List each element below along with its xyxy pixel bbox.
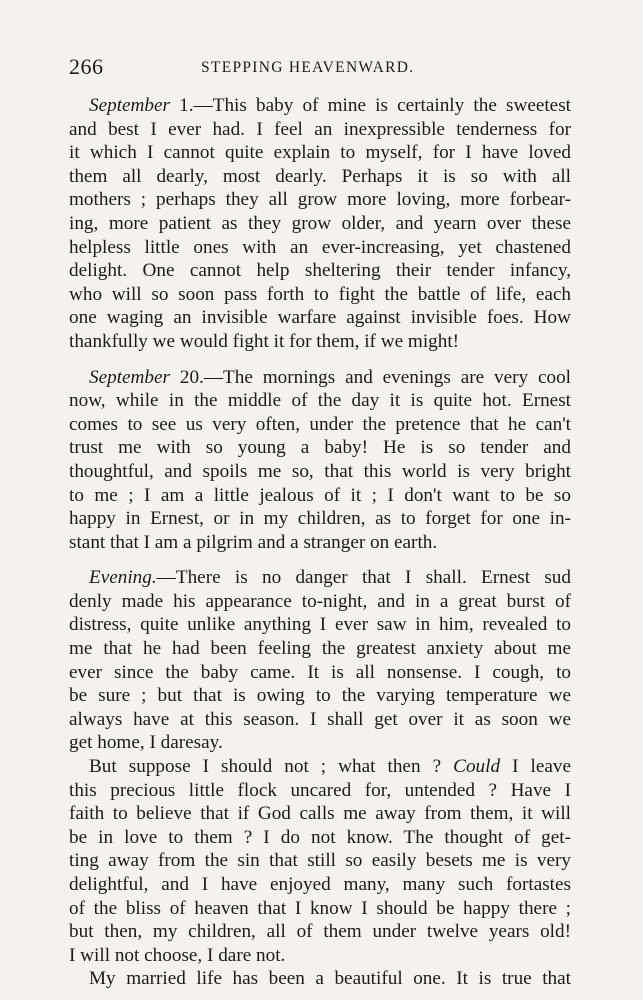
entry-date: September [89, 95, 170, 116]
text-line: trust me with so young a baby! He is so tender and [69, 437, 571, 459]
book-title: STEPPING HEAVENWARD. [201, 59, 415, 76]
text-line: be in love to them ? I do not know. The thought of get- [69, 826, 571, 848]
text-line: delight. One cannot help sheltering their tender infancy, [69, 260, 571, 282]
text-line: My married life has been a beautiful one. It is true that [89, 968, 571, 990]
text-line: ing, more patient as they grow older, and yearn over these [69, 212, 571, 234]
running-head [69, 54, 571, 80]
page-number: 266 [69, 54, 104, 79]
text-line: September 1.—This baby of mine is certainly the sweetest [89, 95, 571, 116]
paragraph [69, 967, 571, 991]
journal-entry [69, 366, 571, 555]
emphasized-word: Could [453, 756, 501, 778]
text-line: stant that I am a pilgrim and a stranger on earth. [69, 531, 438, 553]
text-line: but then, my children, all of them under twelve years old! [69, 921, 571, 943]
text-line: faith to believe that if God calls me away from them, it will [69, 803, 571, 825]
entry-date: September [89, 366, 170, 388]
text-line: one waging an invisible warfare against invisible foes. How [69, 307, 571, 329]
text-line: always have at this season. I shall get over it as soon we [69, 708, 571, 730]
text-line: me that he had been feeling the greatest anxiety about me [69, 638, 571, 660]
text-line: who will so soon pass forth to fight the battle of life, each [69, 283, 571, 305]
text-line: be sure ; but that is owing to the varying temperature we [69, 685, 571, 707]
text-line: But suppose I should not ; what then ? Could I leave [89, 756, 571, 778]
text-line: to me ; I am a little jealous of it ; I don't want to be so [69, 484, 571, 506]
journal-entry [69, 94, 571, 354]
text-line: comes to see us very often, under the pretence that he can't [69, 413, 571, 435]
text-line: I will not choose, I dare not. [69, 944, 286, 966]
entry-date: Evening. [89, 567, 157, 589]
text-line: of the bliss of heaven that I know I should be happy there ; [69, 897, 571, 919]
paragraph [69, 755, 571, 967]
journal-entry [69, 566, 571, 755]
text-line: September 20.—The mornings and evenings are very cool [89, 366, 571, 388]
text-line: ting away from the sin that still so easily besets me is very [69, 850, 571, 872]
text-line: thankfully we would fight it for them, if we might! [69, 330, 460, 352]
text-line: happy in Ernest, or in my children, as to forget for one in- [69, 508, 571, 530]
text-line: denly made his appearance to-night, and in a great burst of [69, 590, 571, 612]
text-line: distress, quite unlike anything I ever saw in him, revealed to [69, 614, 571, 636]
text-line: get home, I daresay. [69, 732, 223, 754]
text-line: Evening.—There is no danger that I shall. Ernest sud [89, 567, 571, 589]
text-line: them all dearly, most dearly. Perhaps it is so with all [69, 165, 571, 187]
text-line: ever since the baby came. It is all nonsense. I cough, to [69, 661, 571, 683]
text-line: delightful, and I have enjoyed many, many such fortastes [69, 874, 571, 895]
book-page [69, 0, 571, 1000]
text-line: helpless little ones with an ever-increasing, yet chastened [69, 236, 571, 258]
text-line: and best I ever had. I feel an inexpressible tenderness for [69, 118, 571, 140]
text-line: thoughtful, and spoils me so, that this world is very bright [69, 460, 571, 482]
body-text [69, 94, 571, 991]
text-line: now, while in the middle of the day it is quite hot. Ernest [69, 390, 571, 412]
text-line: it which I cannot quite explain to myself, for I have loved [69, 142, 571, 164]
text-line: this precious little flock uncared for, untended ? Have I [69, 779, 571, 801]
text-line: mothers ; perhaps they all grow more loving, more forbear- [69, 189, 571, 211]
